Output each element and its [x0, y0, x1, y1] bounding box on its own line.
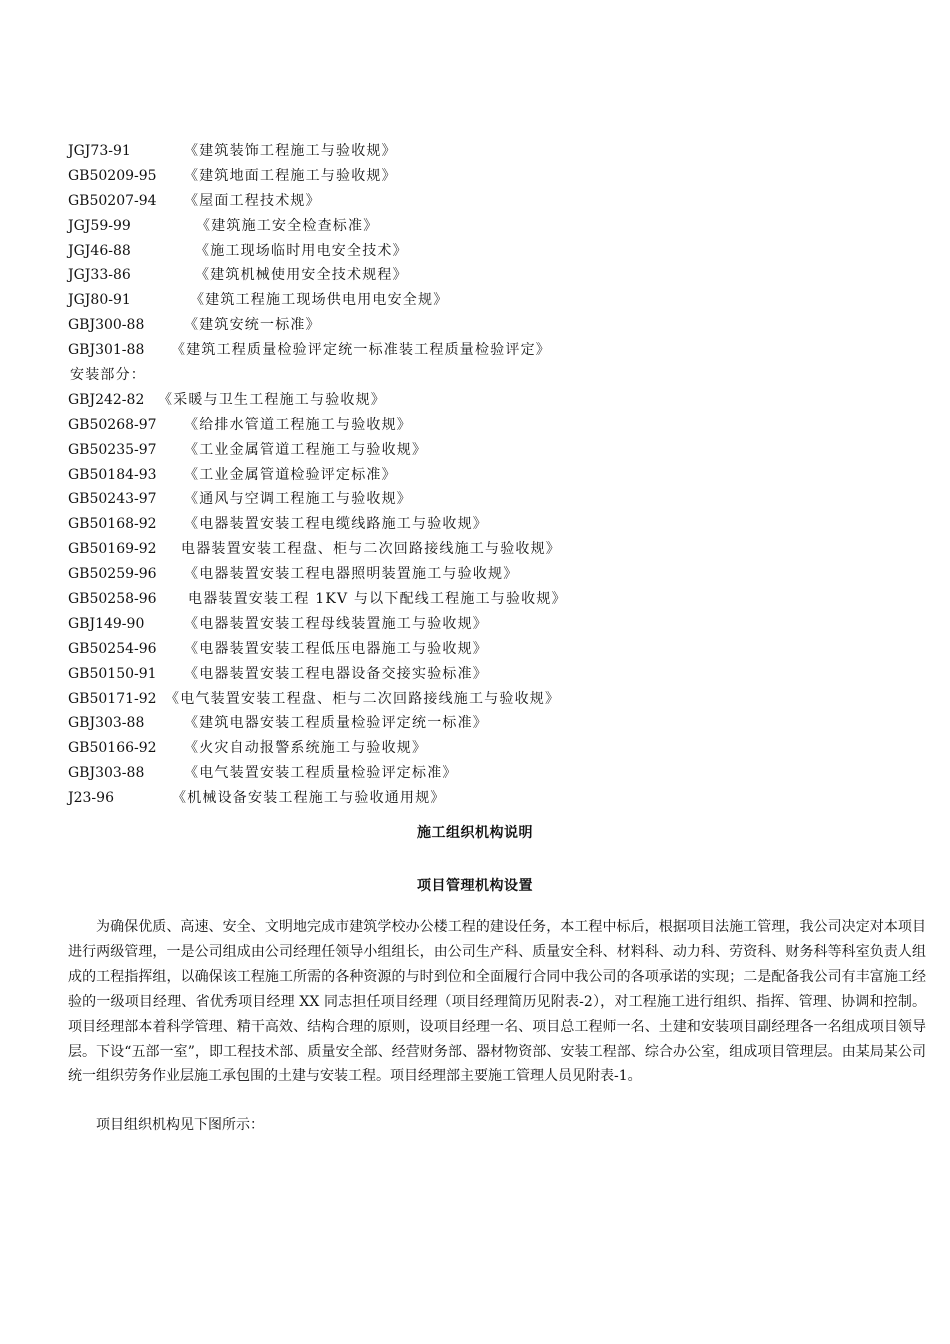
standard-row: [68, 487, 567, 512]
standard-title: 《建筑电器安装工程质量检验评定统一标准》: [184, 715, 488, 732]
standard-title: 《建筑机械使用安全技术规程》: [195, 267, 408, 284]
standard-code: GB50168-92: [68, 516, 157, 533]
standard-row: [68, 288, 567, 313]
standard-title: 《施工现场临时用电安全技术》: [195, 242, 408, 259]
standard-code: JGJ80-91: [68, 292, 131, 309]
standard-code: JGJ59-99: [68, 217, 131, 234]
standard-code: GBJ149-90: [68, 615, 145, 632]
standard-title: 《屋面工程技术规》: [184, 192, 321, 209]
standard-title: 《通风与空调工程施工与验收规》: [184, 491, 412, 508]
standard-code: JGJ46-88: [68, 242, 131, 259]
standard-title: 《电气装置安装工程质量检验评定标准》: [184, 765, 458, 782]
standard-code: GB50258-96: [68, 591, 157, 608]
standard-row: [68, 463, 567, 488]
standard-code: GB50268-97: [68, 416, 157, 433]
standard-row: [68, 562, 567, 587]
standard-code: GB50243-97: [68, 491, 157, 508]
standard-row: [68, 189, 567, 214]
standard-code: GBJ300-88: [68, 317, 145, 334]
standard-row: [68, 662, 567, 687]
standard-code: GB50169-92: [68, 541, 157, 558]
standard-row: [68, 761, 567, 786]
body-paragraph: 为确保优质、高速、安全、文明地完成市建筑学校办公楼工程的建设任务，本工程中标后，根据项目法施工管理，我公司决定对本项目进行两级管理，一是公司组成由公司经理任领导小组组长，由公司生产科、质量安全科、材料科、动力科、劳资科、财务科等科室负责人组成的工程指挥组，以确保该工程施工所需的各种资源的与时到位和全面履行合同中我公司的各项承诺的实现；二是配备我公司有丰富施工经验的一级项目经理、省优秀项目经理 XX 同志担任项目经理（项目经理简历见附表-2），对工程施工进行组织、指挥、管理、协调和控制。项目经理部本着科学管理、精干高效、结构合理的原则，设项目经理一名、项目总工程师一名、土建和安装项目副经理各一名组成项目领导层。下设“五部一室”，即工程技术部、质量安全部、经营财务部、器材物资部、安装工程部、综合办公室，组成项目管理层。由某局某公司统一组织劳务作业层施工承包围的土建与安装工程。项目经理部主要施工管理人员见附表-1。: [68, 919, 926, 1085]
standard-title: 《电器装置安装工程电缆线路施工与验收规》: [184, 516, 488, 533]
standard-code: JGJ33-86: [68, 267, 131, 284]
standard-title: 《采暖与卫生工程施工与验收规》: [158, 391, 386, 408]
standard-title: 《给排水管道工程施工与验收规》: [184, 416, 412, 433]
standard-row: [68, 637, 567, 662]
standard-code: GB50259-96: [68, 566, 157, 583]
standard-title: 《电器装置安装工程低压电器施工与验收规》: [184, 640, 488, 657]
standard-code: GB50235-97: [68, 441, 157, 458]
standard-title: 《电气装置安装工程盘、柜与二次回路接线施工与验收规》: [165, 690, 561, 707]
section-label: 安装部分：: [70, 367, 146, 384]
standard-row: [68, 164, 567, 189]
standard-code: GBJ303-88: [68, 765, 145, 782]
standard-row: [68, 313, 567, 338]
standard-title: 《电器装置安装工程电器设备交接实验标准》: [184, 665, 488, 682]
standard-title: 《电器装置安装工程母线装置施工与验收规》: [184, 615, 488, 632]
standard-row: [68, 711, 567, 736]
standard-row: [68, 214, 567, 239]
standard-code: GBJ303-88: [68, 715, 145, 732]
standard-row: [68, 388, 567, 413]
standard-code: GB50207-94: [68, 192, 157, 209]
standard-title: 《建筑施工安全检查标准》: [196, 217, 379, 234]
standard-title: 《建筑工程质量检验评定统一标准装工程质量检验评定》: [171, 342, 551, 359]
standard-title: 《建筑安统一标准》: [184, 317, 321, 334]
standard-code: GB50209-95: [68, 167, 157, 184]
standard-row: [68, 413, 567, 438]
standard-row: [68, 786, 567, 811]
standard-code: JGJ73-91: [68, 143, 131, 159]
section-heading-organization: 施工组织机构说明: [417, 825, 533, 841]
standards-list: [68, 139, 567, 811]
standard-code: GBJ242-82: [68, 391, 145, 408]
standard-title: 电器装置安装工程 1KV 与以下配线工程施工与验收规》: [188, 591, 567, 608]
standard-title: 《火灾自动报警系统施工与验收规》: [184, 740, 428, 757]
section-heading-management: 项目管理机构设置: [417, 878, 533, 894]
standard-title: 《建筑地面工程施工与验收规》: [184, 167, 397, 184]
standard-row: [68, 612, 567, 637]
standard-code: GB50171-92: [68, 690, 157, 707]
standard-row: [68, 512, 567, 537]
standard-title: 《工业金属管道检验评定标准》: [184, 466, 397, 483]
standard-title: 《建筑装饰工程施工与验收规》: [184, 143, 397, 159]
standard-title: 电器装置安装工程盘、柜与二次回路接线施工与验收规》: [181, 541, 561, 558]
standard-title: 《工业金属管道工程施工与验收规》: [184, 441, 428, 458]
body-paragraph-figure-ref: 项目组织机构见下图所示：: [96, 1117, 264, 1133]
standard-row: [68, 239, 567, 264]
standard-row: [68, 537, 567, 562]
standard-row: [68, 687, 567, 712]
standard-row: [68, 736, 567, 761]
standard-code: J23-96: [68, 790, 114, 807]
standard-row: [68, 263, 567, 288]
standard-code: GB50184-93: [68, 466, 157, 483]
standard-row: [68, 587, 567, 612]
standard-code: GB50254-96: [68, 640, 157, 657]
standard-code: GBJ301-88: [68, 342, 145, 359]
standard-row: [68, 438, 567, 463]
section-label-installation: [68, 363, 567, 388]
standard-code: GB50150-91: [68, 665, 157, 682]
standard-row: [68, 338, 567, 363]
standard-code: GB50166-92: [68, 740, 157, 757]
standard-row: [68, 139, 567, 164]
standard-title: 《电器装置安装工程电器照明装置施工与验收规》: [184, 566, 519, 583]
standard-title: 《机械设备安装工程施工与验收通用规》: [172, 790, 446, 807]
standard-title: 《建筑工程施工现场供电用电安全规》: [190, 292, 449, 309]
